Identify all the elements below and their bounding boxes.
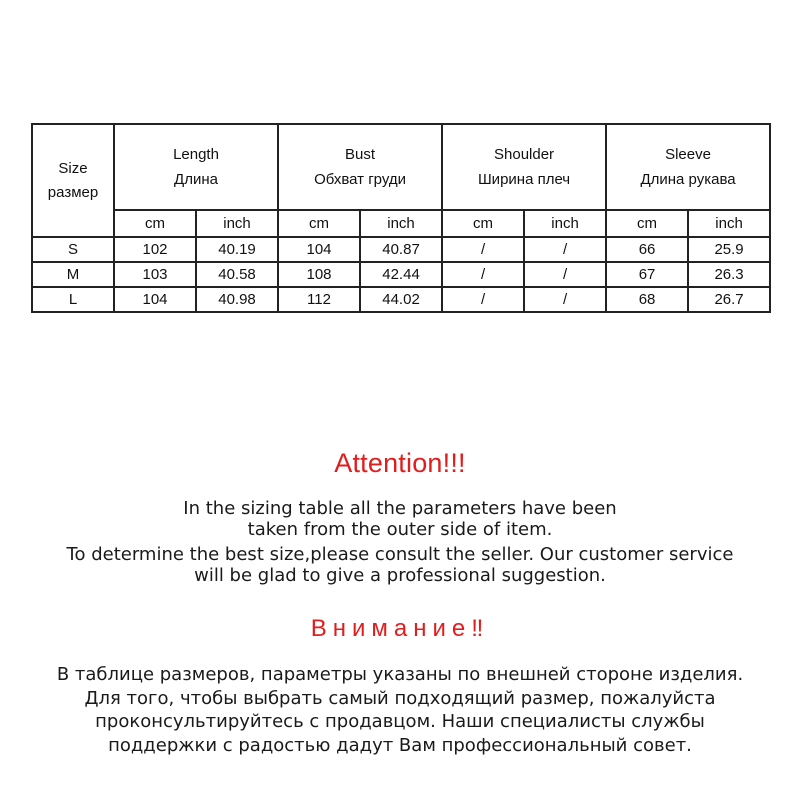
value-cell: 42.44: [360, 262, 442, 287]
value-cell: 26.3: [688, 262, 770, 287]
table-row: [32, 262, 770, 287]
value-cell: /: [524, 262, 606, 287]
shoulder-header-ru: Ширина плеч: [477, 171, 571, 188]
value-cell: 44.02: [360, 287, 442, 312]
value-cell: 26.7: [688, 287, 770, 312]
english-notice: [0, 498, 800, 586]
bust-header-cell: [278, 124, 442, 210]
bust-header-en: Bust: [345, 145, 376, 163]
bust-header-ru: Обхват груди: [314, 171, 406, 188]
unit-cm-cell: cm: [606, 210, 688, 237]
size-header-ru: размер: [47, 183, 99, 201]
value-cell: 108: [278, 262, 360, 287]
length-header-en: Length: [173, 145, 219, 163]
size-header-en: Size: [58, 160, 88, 178]
russian-notice-line: Для того, чтобы выбрать самый подходящий размер, пожалуйста: [84, 687, 716, 709]
size-chart-table: [31, 123, 771, 313]
length-header-cell: [114, 124, 278, 210]
value-cell: 40.87: [360, 237, 442, 262]
size-cell: S: [32, 237, 114, 262]
value-cell: 25.9: [688, 237, 770, 262]
unit-cm-cell: cm: [114, 210, 196, 237]
value-cell: 40.98: [196, 287, 278, 312]
russian-notice-line: проконсультируйтесь с продавцом. Наши специалисты службы: [95, 711, 705, 732]
length-header-ru: Длина: [174, 171, 218, 188]
value-cell: /: [524, 237, 606, 262]
value-cell: 40.58: [196, 262, 278, 287]
attention-title: Attention!!!: [334, 448, 466, 478]
english-notice-line: will be glad to give a professional suggestion.: [194, 565, 606, 586]
value-cell: /: [442, 262, 524, 287]
table-row: [32, 287, 770, 312]
russian-notice: [0, 663, 800, 757]
unit-inch-cell: inch: [196, 210, 278, 237]
shoulder-header-cell: [442, 124, 606, 210]
table-row: [32, 237, 770, 262]
value-cell: 104: [114, 287, 196, 312]
size-header-cell: [32, 124, 114, 237]
value-cell: /: [442, 237, 524, 262]
value-cell: /: [524, 287, 606, 312]
unit-inch-cell: inch: [688, 210, 770, 237]
value-cell: 67: [606, 262, 688, 287]
english-notice-line: taken from the outer side of item.: [247, 519, 553, 540]
value-cell: 40.19: [196, 237, 278, 262]
value-cell: 66: [606, 237, 688, 262]
russian-attention-title: Внимание‼: [310, 615, 490, 642]
value-cell: 68: [606, 287, 688, 312]
sleeve-header-cell: [606, 124, 770, 210]
size-cell: L: [32, 287, 114, 312]
value-cell: 112: [278, 287, 360, 312]
sleeve-header-en: Sleeve: [665, 145, 711, 163]
shoulder-header-en: Shoulder: [494, 145, 555, 163]
sleeve-header-ru: Длина рукава: [640, 171, 736, 188]
russian-notice-line: В таблице размеров, параметры указаны по внешней стороне изделия.: [56, 664, 744, 685]
unit-cm-cell: cm: [442, 210, 524, 237]
size-cell: M: [32, 262, 114, 287]
units-row: [32, 210, 770, 237]
value-cell: 104: [278, 237, 360, 262]
unit-cm-cell: cm: [278, 210, 360, 237]
unit-inch-cell: inch: [524, 210, 606, 237]
unit-inch-cell: inch: [360, 210, 442, 237]
table-header-row: [32, 124, 770, 210]
value-cell: /: [442, 287, 524, 312]
value-cell: 103: [114, 262, 196, 287]
value-cell: 102: [114, 237, 196, 262]
english-notice-line: In the sizing table all the parameters have been: [183, 498, 617, 519]
russian-notice-line: поддержки с радостью дадут Вам профессиональный совет.: [108, 734, 692, 756]
english-notice-line: To determine the best size,please consult the seller. Our customer service: [66, 544, 734, 565]
